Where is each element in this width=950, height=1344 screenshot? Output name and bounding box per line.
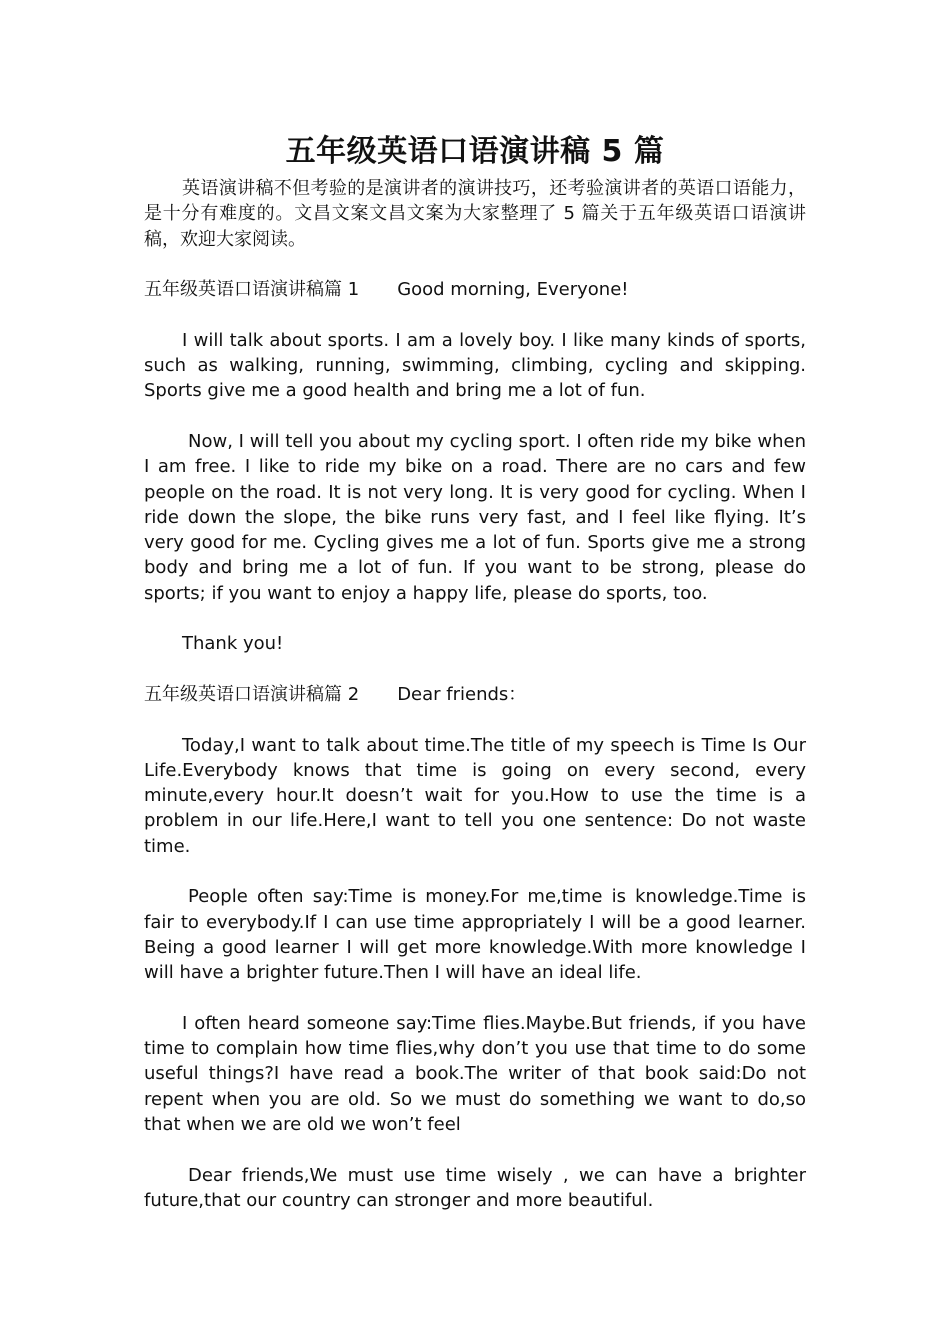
- spacer: [144, 252, 806, 277]
- document-title: 五年级英语口语演讲稿 5 篇: [285, 134, 665, 169]
- speech2-heading: 五年级英语口语演讲稿篇 2: [144, 683, 360, 705]
- speech1-heading: 五年级英语口语演讲稿篇 1: [144, 279, 360, 301]
- spacer: [144, 606, 806, 631]
- speech1-paragraph-1: I will talk about sports. I am a lovely boy. I like many kinds of sports, such as walking, running, swimming, climbing, cycling and skipping. Sports give me a good health and bring me a lot of fun.: [144, 329, 806, 402]
- speech2-paragraph-3: I often heard someone say:Time flies.Maybe.But friends, if you have time to complain how time flies,why don’t you use that time to do some useful things?I have read a book.The writer of that book said:Do not repent when you are old. So we must do something we want to do,so that when we are old we won’t feel: [144, 1012, 806, 1135]
- speech1-closing: Thank you!: [182, 633, 284, 655]
- spacer: [144, 986, 806, 1011]
- spacer: [144, 1137, 806, 1162]
- spacer: [144, 404, 806, 429]
- spacer: [144, 859, 806, 884]
- speech2-greeting: Dear friends：: [397, 683, 527, 705]
- speech1-paragraph-2: Now, I will tell you about my cycling sport. I often ride my bike when I am free. I like to ride my bike on a road. There are no cars and few people on the road. It is not very long. It is very good for cycling. When I ride down the slope, the bike runs very fast, and I feel like flying. It’s very good for me. Cycling gives me a lot of fun. Sports give me a strong body and bring me a lot of fun. If you want to be strong, please do sports; if you want to enjoy a happy life, please do sports, too.: [144, 430, 806, 604]
- spacer: [144, 707, 806, 732]
- spacer: [144, 302, 806, 327]
- speech1-greeting: Good morning, Everyone!: [397, 279, 629, 301]
- speech2-paragraph-4: Dear friends,We must use time wisely , we can have a brighter future,that our country can stronger and more beautiful.: [144, 1164, 806, 1211]
- intro-paragraph: 英语演讲稿不但考验的是演讲者的演讲技巧，还考验演讲者的英语口语能力，是十分有难度的。文昌文案文昌文案为大家整理了 5 篇关于五年级英语口语演讲稿，欢迎大家阅读。: [144, 178, 806, 250]
- speech1-heading-line: [144, 277, 806, 302]
- speech2-paragraph-1: Today,I want to talk about time.The title of my speech is Time Is Our Life.Everybody knows that time is going on every second, every minute,every hour.It doesn’t wait for you.How to use the time is a problem in our life.Here,I want to tell you one sentence: Do not waste time.: [144, 734, 806, 857]
- speech2-paragraph-2: People often say:Time is money.For me,time is knowledge.Time is fair to everybody.If I can use time appropriately I will be a good learner. Being a good learner I will get more knowledge.With more knowledge I will have a brighter future.Then I will have an ideal life.: [144, 886, 806, 984]
- document-body: [144, 130, 806, 1213]
- spacer: [144, 657, 806, 682]
- speech2-heading-line: [144, 682, 806, 707]
